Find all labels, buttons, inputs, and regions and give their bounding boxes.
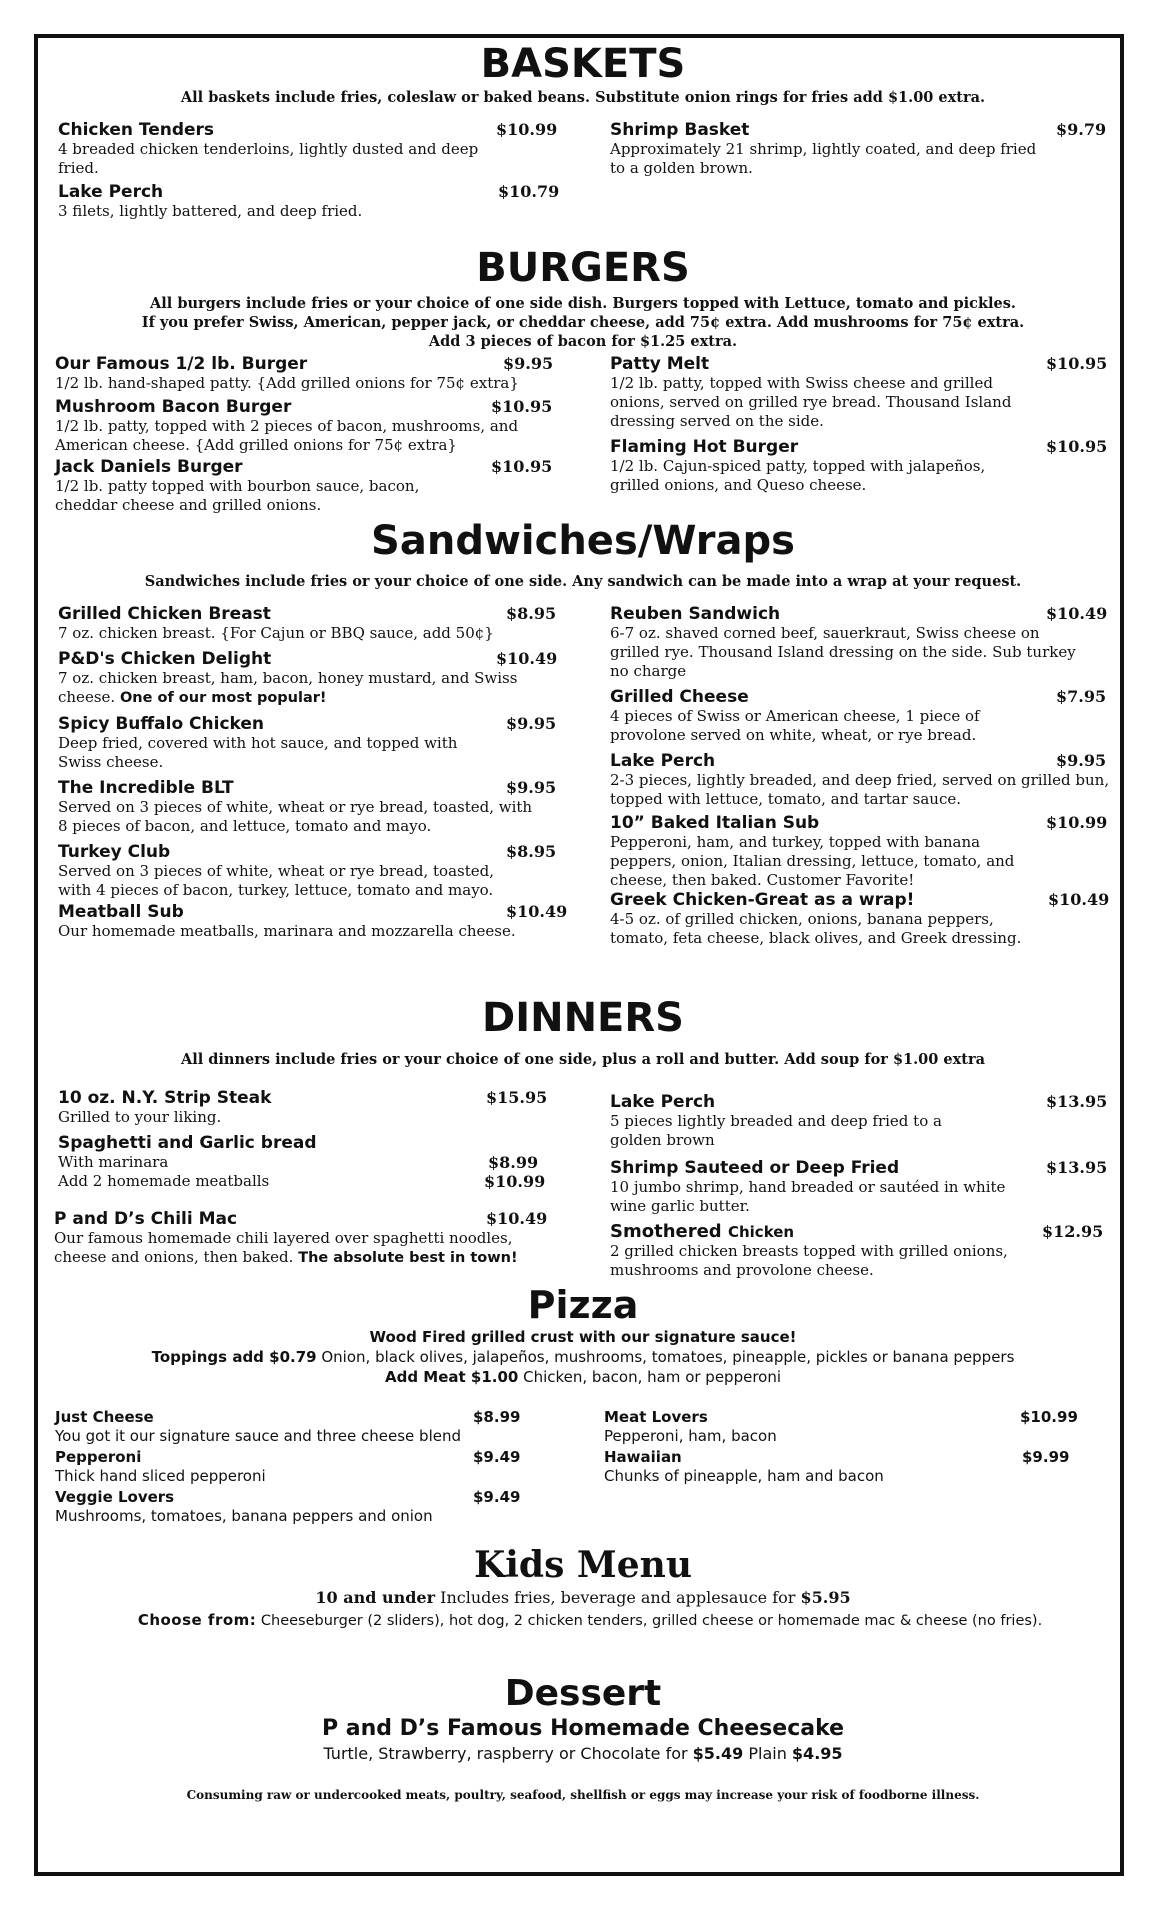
menu-item xyxy=(58,1133,568,1191)
item-name: Meat Lovers xyxy=(604,1408,708,1426)
burgers-note-2: If you prefer Swiss, American, pepper jack, or cheddar cheese, add 75¢ extra. Add mushrooms for 75¢ extra. xyxy=(141,314,1025,331)
item-name: 10” Baked Italian Sub xyxy=(610,813,820,833)
item-name: P&D's Chicken Delight xyxy=(58,649,272,669)
dessert-title: Dessert xyxy=(504,1673,662,1714)
item-price: $9.99 xyxy=(1022,1448,1070,1466)
kids-title: Kids Menu xyxy=(473,1544,693,1586)
baskets-left-column xyxy=(58,120,560,221)
kids-line-2 xyxy=(60,1610,1120,1631)
burgers-right-column xyxy=(610,354,1110,495)
item-price: $8.99 xyxy=(473,1408,521,1426)
item-price: $9.79 xyxy=(1056,120,1107,139)
item-description: You got it our signature sauce and three cheese blend xyxy=(55,1427,461,1445)
item-name: The Incredible BLT xyxy=(58,778,234,798)
item-description: Mushrooms, tomatoes, banana peppers and onion xyxy=(55,1507,433,1525)
item-description: 4 pieces of Swiss or American cheese, 1 piece of provolone served on white, wheat, or rye bread. xyxy=(610,707,980,744)
kids-line-1 xyxy=(0,1588,1166,1608)
item-price: $10.49 xyxy=(496,649,558,668)
menu-item xyxy=(610,604,1110,681)
item-option-label: Add 2 homemade meatballs xyxy=(58,1172,270,1190)
item-price: $9.49 xyxy=(473,1448,521,1466)
item-highlight: One of our most popular! xyxy=(119,690,327,706)
sandwiches-note: Sandwiches include fries or your choice of one side. Any sandwich can be made into a wrap at your request. xyxy=(144,573,1022,590)
pizza-note-2-bold: Toppings add $0.79 xyxy=(151,1348,317,1366)
item-description: 1/2 lb. Cajun-spiced patty, topped with jalapeños, grilled onions, and Queso cheese. xyxy=(610,457,986,494)
item-name: Spicy Buffalo Chicken xyxy=(58,714,265,734)
menu-item xyxy=(610,437,1110,495)
item-description: Served on 3 pieces of white, wheat or rye bread, toasted, with 4 pieces of bacon, turkey, lettuce, tomato and mayo. xyxy=(58,862,495,899)
dessert-plain-label: Plain xyxy=(743,1744,792,1763)
menu-item xyxy=(58,1088,568,1127)
item-name: Hawaiian xyxy=(604,1448,682,1466)
item-price: $12.95 xyxy=(1042,1222,1104,1241)
item-description: 4-5 oz. of grilled chicken, onions, banana peppers, tomato, feta cheese, black olives, and Greek dressing. xyxy=(610,910,1022,947)
item-description: 4 breaded chicken tenderloins, lightly dusted and deep fried. xyxy=(58,140,479,177)
menu-item xyxy=(55,397,555,455)
item-name: Grilled Chicken Breast xyxy=(58,604,271,624)
burgers-left-column xyxy=(55,354,555,515)
item-description: Our homemade meatballs, marinara and mozzarella cheese. xyxy=(58,922,516,940)
kids-age: 10 and under xyxy=(315,1588,436,1607)
item-price: $9.49 xyxy=(473,1488,521,1506)
pizza-right-column xyxy=(604,1408,1104,1486)
item-name: Just Cheese xyxy=(55,1408,154,1426)
item-price: $9.95 xyxy=(506,714,557,733)
menu-item xyxy=(58,182,560,221)
baskets-note: All baskets include fries, coleslaw or baked beans. Substitute onion rings for fries add $1.00 extra. xyxy=(180,89,986,106)
item-name: Lake Perch xyxy=(58,182,164,202)
item-description: 1/2 lb. patty, topped with Swiss cheese and grilled onions, served on grilled rye bread. Thousand Island dressing served on the side. xyxy=(610,374,1012,430)
item-price: $8.95 xyxy=(506,842,557,861)
pizza-note-3-bold: Add Meat $1.00 xyxy=(384,1368,519,1386)
menu-item xyxy=(58,714,568,772)
item-name: Spaghetti and Garlic bread xyxy=(58,1133,317,1153)
kids-includes: Includes fries, beverage and applesauce for xyxy=(435,1588,801,1607)
sandwiches-right-column xyxy=(610,604,1110,948)
dinners-right-column xyxy=(610,1092,1110,1280)
sandwiches-left-column xyxy=(58,604,568,941)
menu-item xyxy=(610,1092,1110,1150)
item-name: Jack Daniels Burger xyxy=(55,457,243,477)
dessert-line xyxy=(0,1744,1166,1764)
item-name: P and D’s Chili Mac xyxy=(54,1209,238,1229)
item-name: Grilled Cheese xyxy=(610,687,749,707)
item-option xyxy=(58,1153,568,1172)
item-description: Deep fried, covered with hot sauce, and topped with Swiss cheese. xyxy=(58,734,458,771)
item-name: Turkey Club xyxy=(58,842,171,862)
item-price: $9.95 xyxy=(503,354,554,373)
menu-item xyxy=(55,1448,555,1486)
item-description: Thick hand sliced pepperoni xyxy=(55,1467,266,1485)
item-price: $8.95 xyxy=(506,604,557,623)
pizza-note-2 xyxy=(60,1347,1106,1367)
item-price: $13.95 xyxy=(1046,1158,1108,1177)
pizza-note-2-text: Onion, black olives, jalapeños, mushrooms, tomatoes, pineapple, pickles or banana peppers xyxy=(316,1348,1015,1366)
item-price: $15.95 xyxy=(486,1088,548,1107)
burgers-title: BURGERS xyxy=(476,245,690,291)
item-description: Approximately 21 shrimp, lightly coated, and deep fried to a golden brown. xyxy=(610,140,1037,177)
menu-item xyxy=(604,1408,1104,1446)
item-description: 5 pieces lightly breaded and deep fried to a golden brown xyxy=(610,1112,942,1149)
sandwiches-title: Sandwiches/Wraps xyxy=(371,518,795,564)
item-description: 10 jumbo shrimp, hand breaded or sautéed in white wine garlic butter. xyxy=(610,1178,1006,1215)
dessert-price-plain: $4.95 xyxy=(791,1744,843,1763)
item-price: $10.49 xyxy=(1048,890,1110,909)
item-name: Lake Perch xyxy=(610,751,716,771)
item-description: 2-3 pieces, lightly breaded, and deep fried, served on grilled bun, topped with lettuce, tomato, and tartar sauce. xyxy=(610,771,1110,808)
item-price: $10.49 xyxy=(1046,604,1108,623)
item-description: 3 filets, lightly battered, and deep fried. xyxy=(58,202,363,220)
pizza-left-column xyxy=(55,1408,555,1526)
item-name: Mushroom Bacon Burger xyxy=(55,397,292,417)
item-name: Meatball Sub xyxy=(58,902,184,922)
menu-item xyxy=(54,1209,564,1268)
item-price: $10.99 xyxy=(496,120,558,139)
menu-item xyxy=(58,649,568,708)
item-price: $10.95 xyxy=(1046,437,1108,456)
dessert-price-flavored: $5.49 xyxy=(692,1744,744,1763)
dessert-subtitle: P and D’s Famous Homemade Cheesecake xyxy=(321,1716,845,1741)
item-description: 6-7 oz. shaved corned beef, sauerkraut, Swiss cheese on grilled rye. Thousand Island dressing on the side. Sub turkey no charge xyxy=(610,624,1076,680)
item-price: $10.95 xyxy=(1046,354,1108,373)
dessert-flavors: Turtle, Strawberry, raspberry or Chocolate for xyxy=(323,1744,693,1763)
pizza-title: Pizza xyxy=(527,1283,639,1327)
item-description: Chunks of pineapple, ham and bacon xyxy=(604,1467,884,1485)
dinners-left-column xyxy=(54,1088,568,1268)
pizza-note-3 xyxy=(60,1367,1106,1387)
menu-item xyxy=(58,120,558,178)
menu-item xyxy=(610,120,1110,178)
item-name: Reuben Sandwich xyxy=(610,604,781,624)
item-description: Served on 3 pieces of white, wheat or rye bread, toasted, with 8 pieces of bacon, and lettuce, tomato and mayo. xyxy=(58,798,533,835)
burgers-note-1: All burgers include fries or your choice of one side dish. Burgers topped with Lettuce, tomato and pickles. xyxy=(150,295,1016,312)
item-name xyxy=(610,1222,1110,1242)
item-name: Veggie Lovers xyxy=(55,1488,175,1506)
menu-item xyxy=(55,1488,555,1526)
food-safety-warning: Consuming raw or undercooked meats, poultry, seafood, shellfish or eggs may increase your risk of foodborne illness. xyxy=(186,1788,980,1802)
pizza-note-3-text: Chicken, bacon, ham or pepperoni xyxy=(518,1368,782,1386)
item-description: 1/2 lb. patty topped with bourbon sauce, bacon, cheddar cheese and grilled onions. xyxy=(55,477,420,514)
item-option-label: With marinara xyxy=(58,1153,169,1171)
item-name: Shrimp Basket xyxy=(610,120,750,140)
item-name: Greek Chicken-Great as a wrap! xyxy=(610,890,915,910)
item-price: $9.95 xyxy=(506,778,557,797)
menu-item xyxy=(58,842,568,900)
burgers-note-3: Add 3 pieces of bacon for $1.25 extra. xyxy=(428,333,738,350)
baskets-right-column xyxy=(610,120,1110,178)
menu-item xyxy=(610,890,1110,948)
item-highlight: The absolute best in town! xyxy=(298,1250,518,1266)
menu-item xyxy=(55,1408,555,1446)
item-price: $10.95 xyxy=(491,457,553,476)
dinners-note: All dinners include fries or your choice of one side, plus a roll and butter. Add soup for $1.00 extra xyxy=(180,1051,986,1068)
item-price: $13.95 xyxy=(1046,1092,1108,1111)
item-price: $7.95 xyxy=(1056,687,1107,706)
item-option-price: $8.99 xyxy=(488,1153,539,1172)
item-name: Pepperoni xyxy=(55,1448,142,1466)
kids-price: $5.95 xyxy=(800,1588,851,1607)
item-price: $10.49 xyxy=(486,1209,548,1228)
item-description: Pepperoni, ham, and turkey, topped with banana peppers, onion, Italian dressing, lettuce, tomato, and cheese, then baked. Customer Favorite! xyxy=(610,833,1015,889)
item-description: 1/2 lb. hand-shaped patty. {Add grilled onions for 75¢ extra} xyxy=(55,374,519,392)
item-name: Chicken Tenders xyxy=(58,120,215,140)
baskets-title: BASKETS xyxy=(480,41,686,87)
item-name: Flaming Hot Burger xyxy=(610,437,799,457)
pizza-note-1: Wood Fired grilled crust with our signature sauce! xyxy=(369,1328,797,1346)
item-name-part: Smothered xyxy=(610,1221,722,1242)
item-option-price: $10.99 xyxy=(484,1172,546,1191)
menu-item xyxy=(610,687,1110,745)
menu-item xyxy=(58,902,568,941)
item-description: Grilled to your liking. xyxy=(58,1108,222,1126)
item-name: Lake Perch xyxy=(610,1092,716,1112)
item-name: Our Famous 1/2 lb. Burger xyxy=(55,354,308,374)
kids-options: Cheeseburger (2 sliders), hot dog, 2 chicken tenders, grilled cheese or homemade mac & cheese (no fries). xyxy=(256,1613,1043,1629)
item-name: 10 oz. N.Y. Strip Steak xyxy=(58,1088,272,1108)
menu-item xyxy=(610,1222,1110,1280)
item-name-part: Chicken xyxy=(727,1223,795,1241)
item-description-text: Our famous homemade chili layered over spaghetti noodles, cheese and onions, then baked. xyxy=(54,1229,513,1266)
dinners-title: DINNERS xyxy=(482,995,684,1041)
item-price: $10.95 xyxy=(491,397,553,416)
item-description: 7 oz. chicken breast. {For Cajun or BBQ sauce, add 50¢} xyxy=(58,624,494,642)
menu-item xyxy=(610,813,1110,890)
menu-item xyxy=(58,778,568,836)
item-description: 1/2 lb. patty, topped with 2 pieces of bacon, mushrooms, and American cheese. {Add grilled onions for 75¢ extra} xyxy=(55,417,519,454)
item-price: $9.95 xyxy=(1056,751,1107,770)
menu-item xyxy=(610,1158,1110,1216)
menu-item xyxy=(58,604,568,643)
kids-choose-label: Choose from: xyxy=(137,1611,257,1629)
menu-item xyxy=(610,751,1110,809)
item-description xyxy=(58,669,518,708)
item-option xyxy=(58,1172,568,1191)
item-price: $10.49 xyxy=(506,902,568,921)
item-price: $10.99 xyxy=(1020,1408,1078,1426)
menu-item xyxy=(55,354,555,393)
item-price: $10.99 xyxy=(1046,813,1108,832)
item-price: $10.79 xyxy=(498,182,560,201)
menu-item xyxy=(604,1448,1104,1486)
menu-item xyxy=(55,457,555,515)
item-description: 2 grilled chicken breasts topped with grilled onions, mushrooms and provolone cheese. xyxy=(610,1242,1008,1279)
menu-item xyxy=(610,354,1110,431)
item-description-text: 7 oz. chicken breast, ham, bacon, honey mustard, and Swiss cheese. xyxy=(58,669,518,706)
item-name: Shrimp Sauteed or Deep Fried xyxy=(610,1158,900,1178)
item-name: Patty Melt xyxy=(610,354,710,374)
item-description xyxy=(54,1229,564,1268)
item-description: Pepperoni, ham, bacon xyxy=(604,1427,777,1445)
